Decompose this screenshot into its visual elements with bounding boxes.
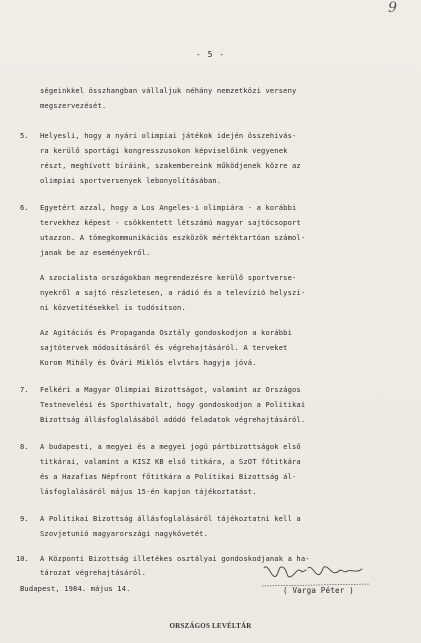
place-date: Budapest, 1984. május 14. — [20, 584, 131, 593]
item-8-line: és a Hazafias Népfront főtitkára a Politikai Bizottság ál- — [40, 472, 297, 481]
item-6b-line: A szocialista országokban megrendezésre kerülő sportverse- — [40, 273, 297, 282]
item-7-number: 7. — [20, 385, 29, 394]
item-9-line: A Politikai Bizottság állásfoglalásáról tájékoztatni kell a — [40, 514, 301, 523]
item-9-number: 9. — [20, 514, 29, 523]
item-6c-line: Az Agitációs és Propaganda Osztály gondoskodjon a korábbi — [40, 328, 292, 337]
intro-line-1: ségeinkkel összhangban vállaljuk néhány nemzetközi verseny — [40, 86, 297, 95]
item-6-line: utazzon. A tömegkommunikációs eszközök mértéktartóan számol- — [40, 233, 306, 242]
page-number: - 5 - — [195, 50, 226, 59]
item-8-line: A budapesti, a megyei és a megyei jogú pártbizottságok első — [40, 442, 301, 451]
item-6b-line: ni közvetítésekkel is tudósítson. — [40, 303, 186, 312]
item-6-line: tervekhez képest - csökkentett létszámú magyar sajtócsoport — [40, 218, 301, 227]
item-10-line: A Központi Bizottság illetékes osztályai gondoskodjanak a ha- — [40, 554, 310, 563]
item-7-line: Testnevelési és Sporthivatalt, hogy gondoskodjon a Politikai — [40, 400, 306, 409]
item-5-line: részt, meghívott bíráink, szakembereink működjenek közre az — [40, 161, 301, 170]
item-7-line: Bizottság állásfoglalásából adódó feladatok végrehajtásáról. — [40, 415, 306, 424]
item-6-line: Egyetért azzal, hogy a Los Angeles-i olimpiára - a korábbi — [40, 203, 297, 212]
item-9-line: Szovjetunió magyarországi nagykövetét. — [40, 529, 208, 538]
item-6-number: 6. — [20, 203, 29, 212]
item-6b-line: nyekről a sajtó részletesen, a rádió és a televízió helyszí- — [40, 288, 306, 297]
item-6-line: janak be az eseményekről. — [40, 248, 151, 257]
item-10-line: tározat végrehajtásáról. — [40, 568, 147, 577]
archive-stamp: ORSZÁGOS LEVÉLTÁR — [169, 622, 252, 630]
item-8-line: titkárai, valamint a KISZ KB első titkára, a SzOT főtitkára — [40, 457, 301, 466]
item-10-number: 10. — [16, 554, 29, 563]
item-6c-line: Korom Mihály és Óvári Miklós elvtárs hagyja jóvá. — [40, 358, 257, 367]
item-5-number: 5. — [20, 131, 29, 140]
item-7-line: Felkéri a Magyar Olimpiai Bizottságot, valamint az Országos — [40, 385, 301, 394]
item-8-line: lásfoglalásáról május 15-én kapjon tájékoztatást. — [40, 487, 257, 496]
intro-line-2: megszervezését. — [40, 101, 107, 110]
item-6c-line: sajtótervek módosításáról és végrehajtásáról. A terveket — [40, 343, 288, 352]
item-5-line: Helyesli, hogy a nyári olimpiai játékok idején összehívás- — [40, 131, 297, 140]
handwritten-page-number: 9 — [388, 0, 397, 16]
item-5-line: olimpiai sportversenyek lebonyolításában. — [40, 176, 222, 185]
signatory-name: ( Varga Péter ) — [283, 586, 354, 595]
item-5-line: ra kerülő sportági kongresszusokon képviselőink vegyenek — [40, 146, 288, 155]
item-8-number: 8. — [20, 442, 29, 451]
